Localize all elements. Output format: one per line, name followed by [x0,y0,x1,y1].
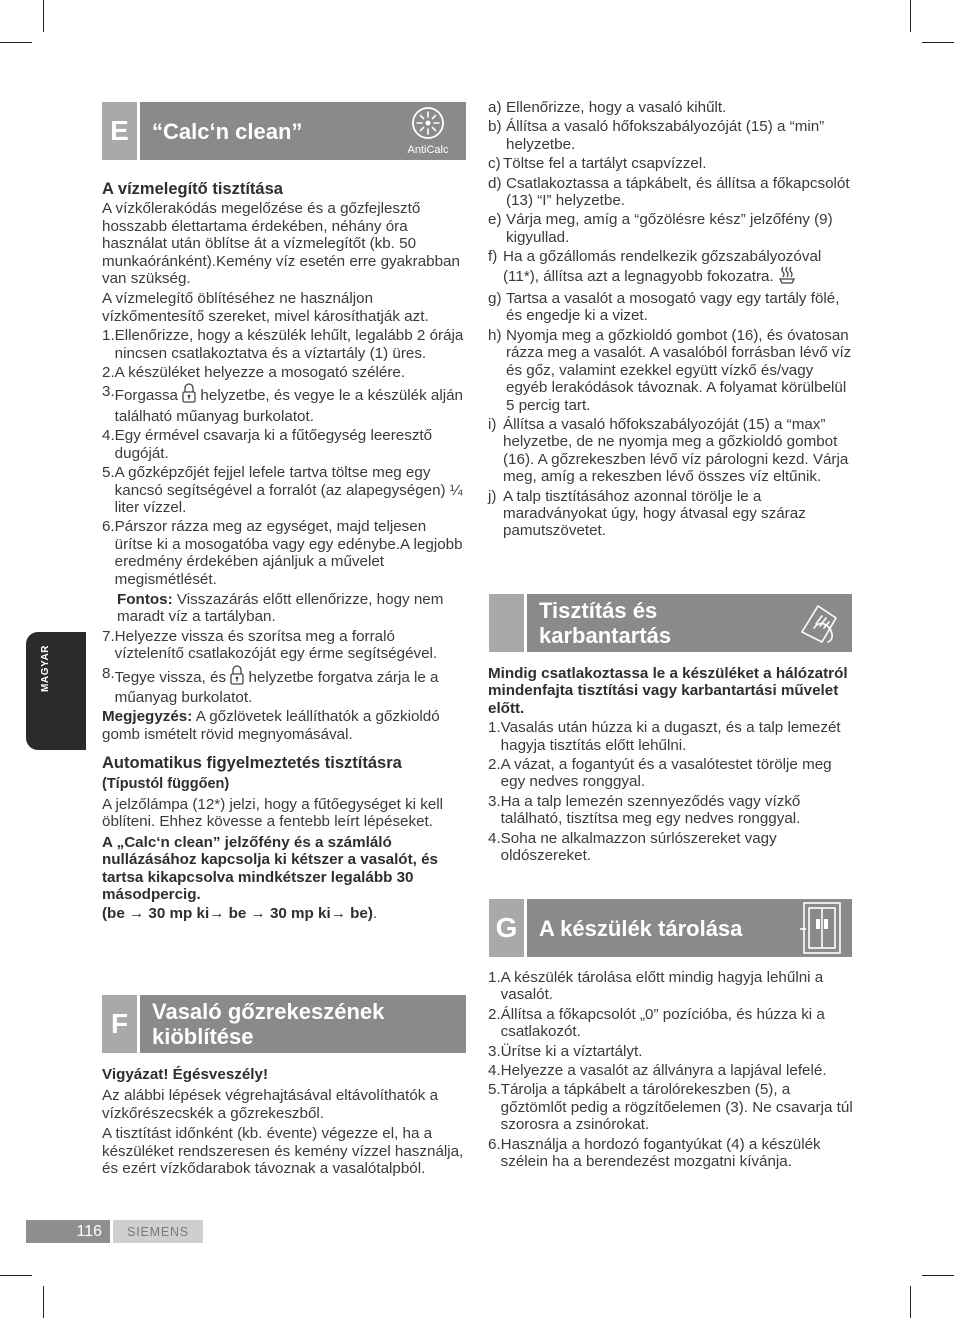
item-number: 6. [102,518,115,536]
item-number: j) [488,487,497,505]
warning-text: Vigyázat! Égésveszély! [102,1066,269,1083]
section-title-bar [140,102,466,160]
anticalc-icon [398,105,458,157]
list-item [488,488,854,540]
item-number: 1. [488,719,501,737]
item-text: A talp tisztításához azonnal törölje le a maradványokat úgy, hogy átvasal egy száraz pamutszövetet. [503,487,806,540]
item-text-post: helyzetbe forgatva zárja le a műanyag burkolatot. [114,668,439,706]
list-item [102,665,468,707]
item-text: Ürítse ki a víztartályt. [500,1042,643,1060]
item-number: g) [488,290,502,308]
list-item [102,327,468,362]
item-text: Állítsa a vasaló hőfokszabályozóját (15) a “min” helyzetbe. [506,118,825,153]
item-text [503,248,854,288]
item-number: 2. [488,756,501,774]
section-letter-blank [489,594,524,652]
item-number: 4. [102,427,115,445]
page-number: 116 [26,1220,110,1243]
important-note [102,591,468,626]
list-item [102,518,468,588]
section-g-header [489,899,852,957]
list-item [488,155,854,172]
section-title: Vasaló gőzrekeszének kiöblítése [152,999,385,1049]
list-item [488,830,854,865]
item-text: Párszor rázza meg az egységet, majd teljesen ürítse ki a mosogatóba vagy egy edénybe.A legjobb eredmény érdekében ajánljuk a művelet megismétlését. [114,518,463,588]
section-title-bar [527,594,852,652]
storage-icon [800,901,844,960]
item-number: d) [488,174,502,192]
item-number: 1. [102,327,115,345]
item-number: h) [488,326,502,344]
list-item [488,1081,854,1133]
crop-mark [910,1286,911,1318]
reset-sequence [102,905,468,922]
item-number: 1. [488,969,501,986]
section-f-body [102,1066,468,1177]
paragraph: Az alábbi lépések végrehajtásával eltávolíthatók a vízkőrészecskék a gőzrekeszből. [102,1087,439,1122]
list-item [488,793,854,828]
section-e-header [102,102,466,160]
list-item [488,1006,854,1041]
item-text: Nyomja meg a gőzkioldó gombot (16), és óvatosan rázza meg a vasalót. A vasalóból forrásban lévő víz és gőz, valamint ezekkel együtt vízkő és/vagy egyéb lerakódások távoznak. A folyamat körülbelül 5 percig tart. [506,326,852,414]
descaling-steps [102,327,468,706]
storage-body [488,969,854,1170]
lock-icon [182,383,196,407]
item-number: 8. [102,664,115,682]
item-text: A gőzképzőjét fejjel lefele tartva töltse meg egy kancsó segítségével a forralót (az alapegységen) ¼ liter vízzel. [114,464,463,516]
list-item [488,99,854,116]
crop-mark [0,42,32,43]
item-text-body: Ha a gőzállomás rendelkezik gőzszabályozóval (11*), állítsa azt a legnagyobb fokozatra. [503,248,822,285]
list-item [488,211,854,246]
list-item [102,383,468,425]
item-number: 4. [488,1062,501,1080]
reset-instruction: A „Calc‘n clean” jelzőfény és a számláló nullázásához kapcsolja ki kétszer a vasalót, és tartsa kikapcsolva mindkétszer legalább 30 másodpercig. [102,833,438,904]
item-number: a) [488,99,502,116]
item-text-post: helyzetbe, és vegye le a készülék alján található műanyag burkolatot. [114,387,463,425]
note-text: A gőzlövetek leállíthatók a gőzkioldó gomb ismételt rövid megnyomásával. [102,708,440,743]
crop-mark [922,42,954,43]
cleaning-body [488,665,854,864]
paragraph: A tisztítást időnként (kb. évente) végezze el, ha a készüléket rendszeresen és kemény vízzel használja, és ezért vízkődarabok távoznak a vasalótalpból. [102,1125,464,1178]
section-f-header [102,995,466,1053]
item-text [115,383,468,425]
item-text: Ha a talp lemezén szennyeződés vagy vízkő található, tisztítsa meg egy nedves ronggyal. [500,792,801,828]
list-item [488,1062,854,1079]
section-title-bar [527,899,852,957]
item-number: 3. [102,383,115,401]
crop-mark [922,1275,954,1276]
item-text: Tartsa a vasalót a mosogató vagy egy tartály fölé, és engedje ki a vizet. [506,290,840,325]
item-text: Használja a hordozó fogantyúkat (4) a készülék szélein ha a berendezést mozgatni kívánja. [500,1135,821,1171]
language-tab [26,632,86,750]
crop-mark [910,0,911,32]
list-item [102,427,468,462]
item-number: 2. [102,364,115,382]
list-item [488,248,854,288]
anticalc-label: AntiCalc [407,144,449,156]
important-text: Visszazárás előtt ellenőrizze, hogy nem maradt víz a tartályban. [117,590,444,626]
item-text [115,665,468,707]
list-item [488,1043,854,1060]
crop-mark [43,0,44,32]
list-item [102,364,468,381]
item-text: A készüléket helyezze a mosogató szélére. [114,364,406,382]
subheading-descaling: A vízmelegítő tisztítása [102,180,283,198]
section-letter: F [102,995,137,1053]
item-text: Egy érmével csavarja ki a fűtőegység leeresztő dugóját. [114,427,433,462]
left-column [102,181,468,923]
item-text: Állítsa a főkapcsolót „0” pozícióba, és húzza ki a csatlakozót. [500,1005,825,1041]
lock-icon [230,665,244,689]
item-text: Helyezze vissza és szorítsa meg a forraló víztelenítő csatlakozóját egy érme segítségével. [114,627,438,663]
list-item [488,175,854,210]
item-text: A készülék tárolása előtt mindig hagyja lehűlni a vasalót. [500,969,824,1004]
cleaning-warning: Mindig csatlakoztassa le a készüléket a hálózatról mindenfajta tisztítási vagy karbantartási művelet előtt. [488,665,848,717]
list-item [102,628,468,663]
item-text: Ellenőrizze, hogy a vasaló kihűlt. [506,99,727,116]
item-text: Tárolja a tápkábelt a tárolórekeszben (5), a gőztömlőt pedig a rögzítőelemen (3). Ne csavarja túl szorosra a zsinórokat. [500,1081,853,1134]
cleaning-hand-icon [796,598,846,653]
list-item [488,719,854,754]
flush-steps [488,99,854,540]
reset-sequence-end: . [372,905,378,923]
item-number: 6. [488,1135,501,1153]
item-number: 2. [488,1005,501,1023]
item-number: b) [488,118,502,136]
subheading-model-dependent: (Típustól függően) [102,775,230,792]
item-number: 5. [102,464,115,482]
reset-sequence-text: (be → 30 mp ki→ be → 30 mp ki→ be) [102,905,373,923]
item-number: 3. [488,1042,501,1060]
page-footer [26,1220,203,1243]
item-text-pre: Tegye vissza, és [114,668,231,686]
note [102,708,468,743]
subheading-auto-warning: Automatikus figyelmeztetés tisztításra [102,754,402,773]
section-letter: E [102,102,137,160]
item-number: f) [488,248,498,266]
section-title: “Calc‘n clean” [152,118,303,144]
steam-icon [778,266,796,288]
section-title: A készülék tárolása [539,915,743,941]
crop-mark [43,1286,44,1318]
crop-mark [0,1275,32,1276]
item-text: Állítsa a vasaló hőfokszabályozóját (15) a “max” helyzetbe, de ne nyomja meg a gőzkioldó gombot (16). A gőzrekeszben lévő víz párologni kezd. Várja meg, amíg a rekeszben lévő összes víz eltűnik. [503,415,849,486]
item-text: Vasalás után húzza ki a dugaszt, és a talp lemezét hagyja tisztítás előtt lehűlni. [500,719,841,754]
section-letter: G [489,899,524,957]
brand-name: SIEMENS [113,1220,203,1243]
important-label: Fontos: [117,590,173,608]
list-item [488,416,854,486]
paragraph: A jelzőlámpa (12*) jelzi, hogy a fűtőegységet ki kell öblíteni. Ehhez kövesse a fentebb leírt lépéseket. [102,796,444,831]
item-text: Soha ne alkalmazzon súrlószereket vagy oldószereket. [500,829,777,865]
section-title: Tisztítás és karbantartás [539,598,672,648]
list-item [488,327,854,414]
item-number: e) [488,211,502,229]
item-number: 3. [488,792,501,810]
item-number: 7. [102,627,115,645]
list-item [488,1136,854,1171]
list-item [488,969,854,1004]
item-number: 4. [488,829,501,847]
item-number: i) [488,415,497,433]
section-cleaning-header [489,594,852,652]
language-tab-label: MAGYAR [40,644,51,692]
item-number: c) [488,155,501,173]
item-text: Várja meg, amíg a “gőzölésre kész” jelzőfény (9) kigyullad. [506,211,833,246]
item-text-pre: Forgassa [114,387,183,405]
note-label: Megjegyzés: [102,708,193,726]
item-text: Helyezze a vasalót az állványra a lapjával lefelé. [500,1062,827,1080]
list-item [488,290,854,325]
paragraph: A vízmelegítő öblítéséhez ne használjon vízkőmentesítő szereket, mivel károsíthatják azt. [102,290,429,325]
item-text: A vázat, a fogantyút és a vasalótestet törölje meg egy nedves ronggyal. [500,756,832,791]
item-text: Töltse fel a tartályt csapvízzel. [503,155,707,173]
item-number: 5. [488,1081,501,1099]
section-title-bar [140,995,466,1053]
paragraph: A vízkőlerakódás megelőzése és a gőzfejlesztő hosszabb élettartama érdekében, néhány óra használat után öblítse át a vízmelegítőt (kb. 50 munkaóránként).Kemény víz esetén erre gyakrabban van szükség. [102,200,460,288]
list-item [102,464,468,516]
item-text: Ellenőrizze, hogy a készülék lehűlt, legalább 2 órája nincsen csatlakoztatva és a víztartály (1) üres. [114,327,464,362]
item-text: Csatlakoztassa a tápkábelt, és állítsa a főkapcsolót (13) “I” helyzetbe. [506,174,850,210]
list-item [488,118,854,153]
list-item [488,756,854,791]
